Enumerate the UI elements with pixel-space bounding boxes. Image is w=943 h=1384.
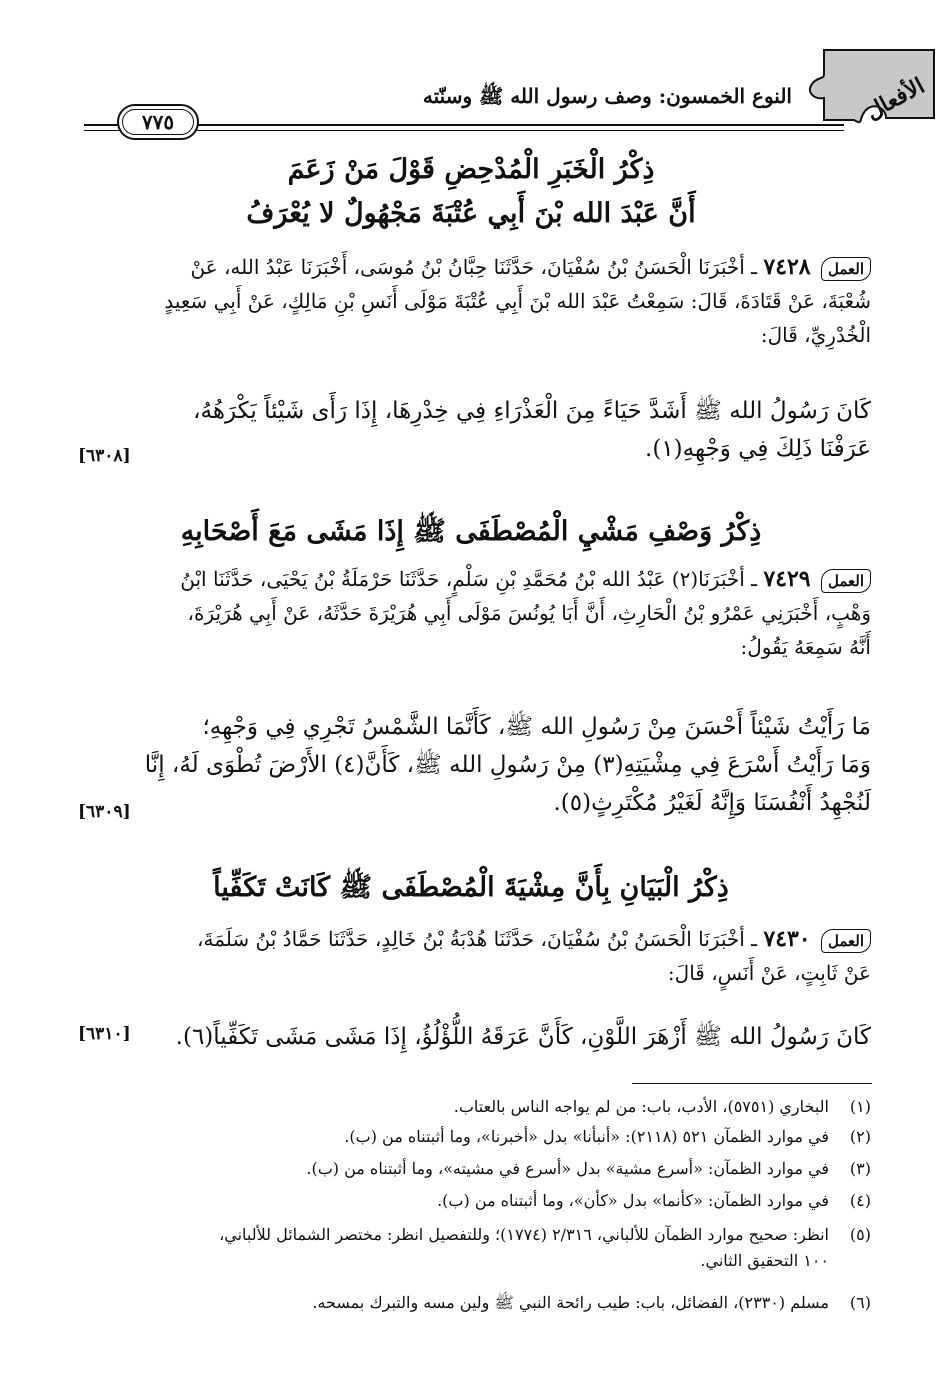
footnote-number: (٤) (849, 1191, 871, 1210)
hadith-matn (71, 708, 871, 822)
cross-reference: [٦٣٠٩] (78, 802, 131, 822)
isnad-line (71, 922, 871, 956)
matn-line: وَمَا رَأَيْتُ أَسْرَعَ فِي مِشْيَتِهِ(٣) مِنْ رَسُولِ الله ﷺ، كَأَنَّ(٤) الأَرْضَ تُطْوَى لَهُ، إِنَّا (144, 752, 871, 778)
hadith-number: ٧٤٢٩ (763, 566, 811, 592)
footnote-text: مسلم (٢٣٣٠)، الفضائل، باب: طيب رائحة النبي ﷺ ولين مسه والتبرك بمسحه. (312, 1293, 829, 1312)
footnote (71, 1094, 871, 1120)
isnad-text: ـ أخْبَرَنَا(٢) عَبْدُ الله بْنُ مُحَمَّدِ بْنِ سَلْمٍ، حَدَّثَنَا حَرْمَلَةُ بْنُ يَحْيَى، حَدَّثَنَا ابْنُ (180, 567, 757, 591)
heading-line: ذِكْرُ الْبَيَانِ بِأَنَّ مِشْيَةَ الْمُصْطَفَى ﷺ كَانَتْ تَكَفِّياً (213, 872, 729, 903)
volume-label: الأفعال (861, 72, 929, 126)
footnote-text-continued: ١٠٠ التحقيق الثاني. (700, 1251, 829, 1270)
hadith-number: ٧٤٢٨ (763, 254, 811, 280)
hadith-badge: العمل (821, 257, 871, 281)
heading-line: ذِكْرُ وَصْفِ مَشْيِ الْمُصْطَفَى ﷺ إِذَا مَشَى مَعَ أَصْحَابِهِ (180, 516, 762, 547)
hadith-badge: العمل (821, 569, 871, 593)
footnote (71, 1156, 871, 1182)
cross-reference: [٦٣١٠] (78, 1024, 131, 1044)
section-heading (71, 866, 871, 910)
footnote-rule (632, 1083, 872, 1084)
section-heading (71, 148, 871, 236)
footnote-number: (٣) (849, 1159, 871, 1178)
hadith-isnad (71, 250, 871, 352)
running-title: النوع الخمسون: وصف رسول الله ﷺ وسنّته (422, 84, 792, 108)
hadith-isnad (71, 562, 871, 664)
footnote-text: في موارد الظمآن: «أسرع مشية» بدل «أسرع في مشيته»، وما أثبتناه من (ب). (306, 1159, 829, 1178)
footnote (71, 1222, 871, 1274)
matn-line: لَنُجْهِدُ أَنْفُسَنَا وَإِنَّهُ لَغَيْرُ مُكْتَرِثٍ(٥). (553, 790, 871, 816)
isnad-text: ـ أخْبَرَنَا الْحَسَنُ بْنُ سُفْيَانَ، حَدَّثَنَا هُدْبَةُ بْنُ خَالِدٍ، حَدَّثَنَا حَمَّادُ بْنُ سَلَمَةَ، (197, 927, 757, 951)
footnote-number: (٢) (849, 1127, 871, 1146)
footnote-number: (٦) (849, 1293, 871, 1312)
heading-line: ذِكْرُ الْخَبَرِ الْمُدْحِضِ قَوْلَ مَنْ زَعَمَ (287, 154, 655, 185)
footnote-text: في موارد الظمآن ٥٢١ (٢١١٨): «أنبأنا» بدل «أخبرنا»، وما أثبتناه من (ب). (344, 1127, 829, 1146)
footnote-text: البخاري (٥٧٥١)، الأدب، باب: من لم يواجه الناس بالعتاب. (453, 1097, 829, 1116)
matn-line: مَا رَأَيْتُ شَيْئاً أَحْسَنَ مِنْ رَسُولِ الله ﷺ، كَأَنَّمَا الشَّمْسُ تَجْرِي فِي وَجْهِهِ؛ (202, 714, 871, 740)
isnad-line: شُعْبَةَ، عَنْ قَتَادَةَ، قَالَ: سَمِعْتُ عَبْدَ الله بْنَ أَبِي عُتْبَةَ مَوْلَى أَنَسِ بْنِ مَالِكٍ، عَنْ أَبِي سَعِيدٍ (164, 289, 871, 313)
footnote-number: (١) (849, 1097, 871, 1116)
page-header (84, 40, 943, 134)
hadith-number: ٧٤٣٠ (763, 926, 811, 952)
hadith-isnad (71, 922, 871, 990)
matn-line: عَرَفْنَا ذَلِكَ فِي وَجْهِهِ(١). (645, 436, 871, 462)
isnad-line (71, 250, 871, 284)
footnote-text: انظر: صحيح موارد الظمآن للألباني، ٢/٣١٦ (١٧٧٤)؛ وللتفصيل انظر: مختصر الشمائل للألباني، (219, 1225, 829, 1244)
footnote-number: (٥) (849, 1225, 871, 1244)
isnad-text: ـ أخْبَرَنَا الْحَسَنُ بْنُ سُفْيَانَ، حَدَّثَنَا حِبَّانُ بْنُ مُوسَى، أَخْبَرَنَا عَبْدُ الله، عَنْ (190, 255, 757, 279)
footnote (71, 1188, 871, 1214)
hadith-matn (71, 392, 871, 468)
isnad-line (71, 562, 871, 596)
footnote (71, 1290, 871, 1316)
isnad-line: وَهْبٍ، أَخْبَرَنِي عَمْرُو بْنُ الْحَارِثِ، أَنَّ أَبَا يُونُسَ مَوْلَى أَبِي هُرَيْرَةَ حَدَّثَهُ، عَنْ أَبِي هُرَيْرَةَ، (187, 601, 871, 625)
hadith-badge: العمل (821, 929, 871, 953)
hadith-matn (71, 1018, 871, 1056)
cross-reference: [٦٣٠٨] (78, 446, 131, 466)
footnote (71, 1124, 871, 1150)
heading-line: أَنَّ عَبْدَ الله بْنَ أَبِي عُتْبَةَ مَجْهُولٌ لا يُعْرَفُ (246, 198, 696, 229)
matn-line: كَانَ رَسُولُ الله ﷺ أَزْهَرَ اللَّوْنِ، كَأَنَّ عَرَقَهُ اللُّؤْلُؤُ، إِذَا مَشَى مَشَى تَكَفِّياً(٦). (175, 1024, 871, 1050)
isnad-line: الْخُدْرِيِّ، قَالَ: (760, 323, 871, 347)
footnote-text: في موارد الظمآن: «كأنما» بدل «كأن»، وما أثبتناه من (ب). (437, 1191, 829, 1210)
isnad-line: أَنَّهُ سَمِعَهُ يَقُولُ: (740, 635, 871, 659)
isnad-line: عَنْ ثَابِتٍ، عَنْ أَنَسٍ، قَالَ: (667, 961, 871, 985)
page-number: ٧٧٥ (117, 104, 199, 140)
header-rule-thin (84, 130, 844, 131)
section-heading (71, 510, 871, 554)
matn-line: كَانَ رَسُولُ الله ﷺ أَشَدَّ حَيَاءً مِنَ الْعَذْرَاءِ فِي خِدْرِهَا، إِذَا رَأَى شَيْئاً يَكْرَهُهُ، (193, 398, 871, 424)
